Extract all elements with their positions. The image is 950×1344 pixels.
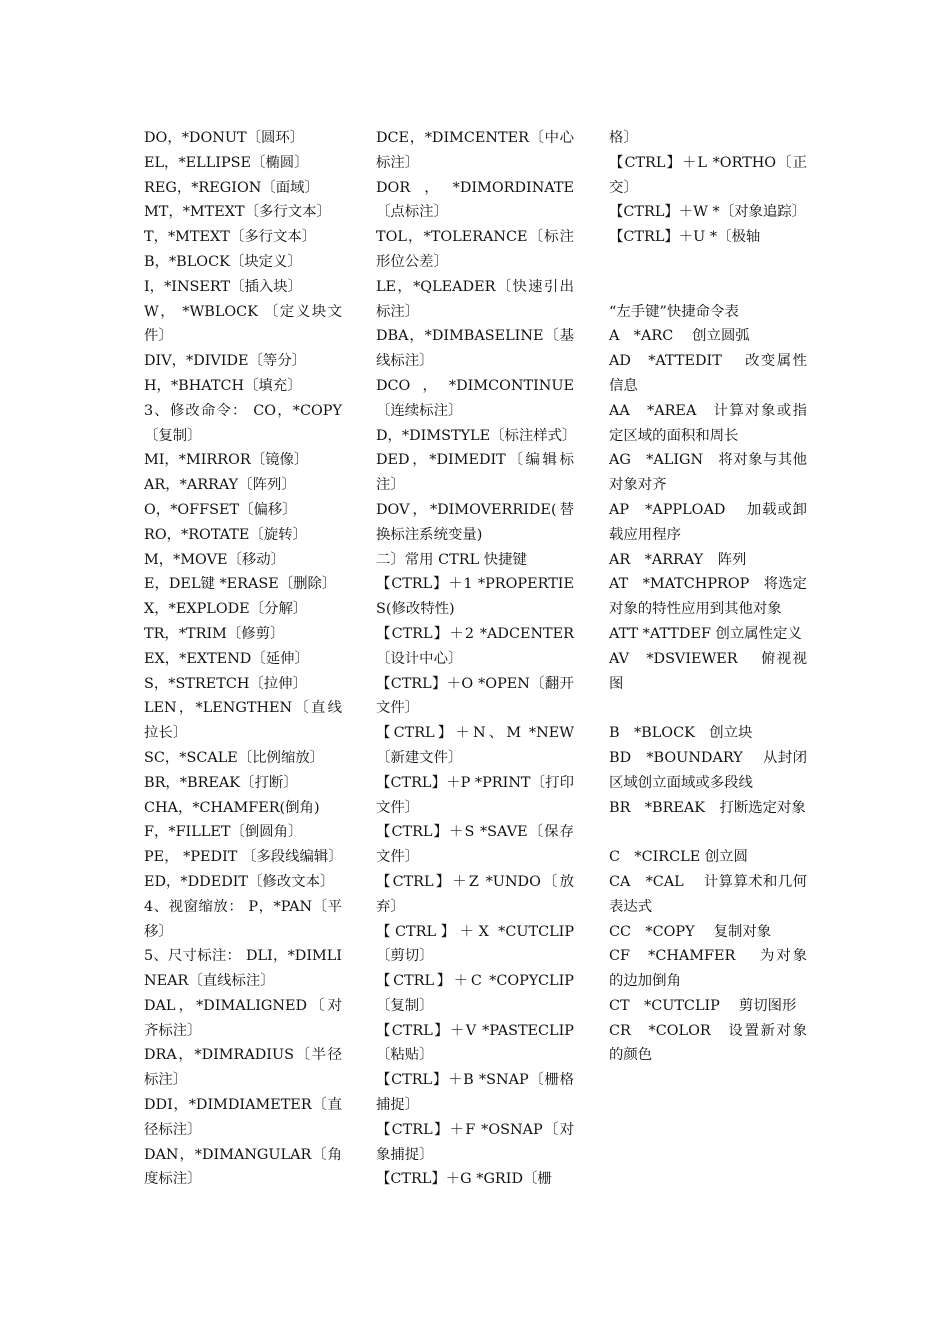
text-line: TOL，*TOLERANCE〔标注形位公差〕 — [376, 229, 574, 270]
text-line: 【CTRL】＋S *SAVE〔保存文件〕 — [376, 824, 574, 866]
text-line: O，*OFFSET〔偏移〕 — [144, 501, 297, 518]
text-line: CR *COLOR 设置新对象的颜色 — [609, 1022, 807, 1064]
text-line: C *CIRCLE 创立圆 — [609, 849, 748, 866]
text-line: MI，*MIRROR〔镜像〕 — [144, 452, 309, 469]
text-line: DOR，*DIMORDINATE〔点标注〕 — [376, 179, 574, 221]
text-line: CA *CAL 计算算术和几何表达式 — [609, 873, 807, 915]
text-line: LE，*QLEADER〔快速引出标注〕 — [376, 278, 574, 320]
text-line: 【CTRL】＋P *PRINT〔打印文件〕 — [376, 774, 574, 816]
text-line: B，*BLOCK〔块定义〕 — [144, 253, 302, 270]
text-line: DOV，*DIMOVERRIDE(替换标注系统变量) — [376, 501, 574, 543]
text-line: 【CTRL】＋1 *PROPERTIES(修改特性) — [376, 576, 574, 618]
text-line: D，*DIMSTYLE〔标注样式〕 — [376, 427, 577, 444]
text-line: DIV，*DIVIDE〔等分〕 — [144, 353, 307, 370]
text-line: DAL，*DIMALIGNED〔对齐标注〕 — [144, 997, 342, 1039]
text-column-2 — [376, 126, 577, 1192]
text-line — [609, 250, 807, 275]
text-line: EX，*EXTEND〔延伸〕 — [144, 650, 309, 667]
text-line: 【CTRL】＋G *GRID〔栅 — [376, 1171, 552, 1188]
text-line: A *ARC 创立圆弧 — [609, 328, 750, 345]
text-line — [609, 696, 807, 721]
text-line: DCE，*DIMCENTER〔中心标注〕 — [376, 130, 574, 171]
text-line: DDI，*DIMDIAMETER〔直径标注〕 — [144, 1097, 342, 1138]
text-line: BR *BREAK 打断选定对象 — [609, 799, 806, 816]
text-line: CHA，*CHAMFER(倒角) — [144, 799, 320, 816]
text-line: CC *COPY 复制对象 — [609, 923, 772, 940]
text-line: 【CTRL】＋2 *ADCENTER〔设计中心〕 — [376, 625, 574, 667]
text-line — [609, 820, 807, 845]
text-line: BR，*BREAK〔打断〕 — [144, 774, 298, 791]
text-line: 4、视窗缩放： P，*PAN〔平移〕 — [144, 898, 342, 940]
text-line: DED，*DIMEDIT〔编辑标注〕 — [376, 452, 574, 494]
text-line: W， *WBLOCK 〔定义块文件〕 — [144, 303, 342, 345]
text-line: 【CTRL】＋V *PASTECLIP〔粘贴〕 — [376, 1022, 574, 1064]
text-line: 【CTRL】＋W *〔对象追踪〕 — [609, 204, 807, 221]
text-line — [609, 275, 807, 300]
text-column-3 — [609, 126, 807, 1068]
text-line: EL，*ELLIPSE〔椭圆〕 — [144, 154, 309, 171]
text-line: T，*MTEXT〔多行文本〕 — [144, 229, 317, 246]
text-line: DCO，*DIMCONTINUE〔连续标注〕 — [376, 377, 574, 419]
text-line: ATT *ATTDEF 创立属性定义 — [609, 625, 802, 642]
text-line: 5、尺寸标注： DLI，*DIMLINEAR〔直线标注〕 — [144, 948, 342, 990]
text-line: B *BLOCK 创立块 — [609, 725, 753, 742]
text-line: 【CTRL】＋B *SNAP〔栅格捕捉〕 — [376, 1072, 574, 1114]
text-line: CT *CUTCLIP 剪切图形 — [609, 997, 797, 1014]
text-line: MT，*MTEXT〔多行文本〕 — [144, 204, 331, 221]
text-line: 【CTRL】＋U *〔极轴 — [609, 229, 761, 246]
text-line: 格〕 — [609, 130, 638, 146]
text-line: AA *AREA 计算对象或指定区域的面积和周长 — [609, 402, 807, 444]
text-line: LEN，*LENGTHEN〔直线拉长〕 — [144, 700, 342, 742]
text-line: DRA，*DIMRADIUS〔半径标注〕 — [144, 1047, 342, 1089]
text-line: AT *MATCHPROP 将选定对象的特性应用到其他对象 — [609, 576, 807, 618]
text-line: PE， *PEDIT 〔多段线编辑〕 — [144, 849, 343, 866]
text-line: BD *BOUNDARY 从封闭区域创立面域或多段线 — [609, 749, 807, 791]
text-line: F，*FILLET〔倒圆角〕 — [144, 824, 303, 841]
text-line: AR *ARRAY 阵列 — [609, 551, 747, 568]
text-line: ED，*DDEDIT〔修改文本〕 — [144, 873, 335, 890]
text-line: M，*MOVE〔移动〕 — [144, 551, 286, 568]
text-line: 【CTRL】＋L *ORTHO〔正交〕 — [609, 154, 807, 196]
text-line: AR，*ARRAY〔阵列〕 — [144, 477, 296, 494]
text-line: 【CTRL】＋O *OPEN〔翻开文件〕 — [376, 675, 574, 717]
text-line: 【CTRL】＋C *COPYCLIP〔复制〕 — [376, 973, 574, 1014]
text-line: 【CTRL】＋F *OSNAP〔对象捕捉〕 — [376, 1121, 574, 1163]
text-line: DBA，*DIMBASELINE〔基线标注〕 — [376, 328, 574, 370]
text-line: H，*BHATCH〔填充〕 — [144, 377, 302, 394]
text-column-1 — [144, 126, 342, 1192]
text-line: CF *CHAMFER 为对象的边加倒角 — [609, 948, 807, 990]
text-line: DO，*DONUT〔圆环〕 — [144, 130, 305, 146]
text-line: 【CTRL】＋N、M *NEW〔新建文件〕 — [376, 725, 574, 766]
text-line: E，DEL键 *ERASE〔删除〕 — [144, 576, 337, 593]
text-line: I，*INSERT〔插入块〕 — [144, 278, 303, 295]
text-line: AG *ALIGN 将对象与其他对象对齐 — [609, 452, 807, 494]
text-line: AP *APPLOAD 加载或卸载应用程序 — [609, 501, 807, 543]
text-line: 【CTRL】＋Z *UNDO〔放弃〕 — [376, 873, 574, 915]
text-line: DAN，*DIMANGULAR〔角度标注〕 — [144, 1146, 342, 1188]
text-line: S，*STRETCH〔拉伸〕 — [144, 675, 307, 692]
text-line: AD *ATTEDIT 改变属性信息 — [609, 353, 807, 394]
text-line: “左手键”快捷命令表 — [609, 303, 739, 320]
text-line: 二〕常用 CTRL 快捷键 — [376, 551, 527, 568]
text-line: AV *DSVIEWER 俯视视图 — [609, 650, 807, 692]
text-line: 【CTRL】＋X *CUTCLIP〔剪切〕 — [376, 923, 574, 965]
text-line: X，*EXPLODE〔分解〕 — [144, 601, 308, 618]
text-line: REG，*REGION〔面域〕 — [144, 179, 319, 196]
text-line: SC，*SCALE〔比例缩放〕 — [144, 749, 325, 766]
text-line: RO，*ROTATE〔旋转〕 — [144, 526, 307, 543]
text-line: 3、修改命令： CO，*COPY〔复制〕 — [144, 402, 342, 444]
text-line: TR，*TRIM〔修剪〕 — [144, 625, 285, 642]
